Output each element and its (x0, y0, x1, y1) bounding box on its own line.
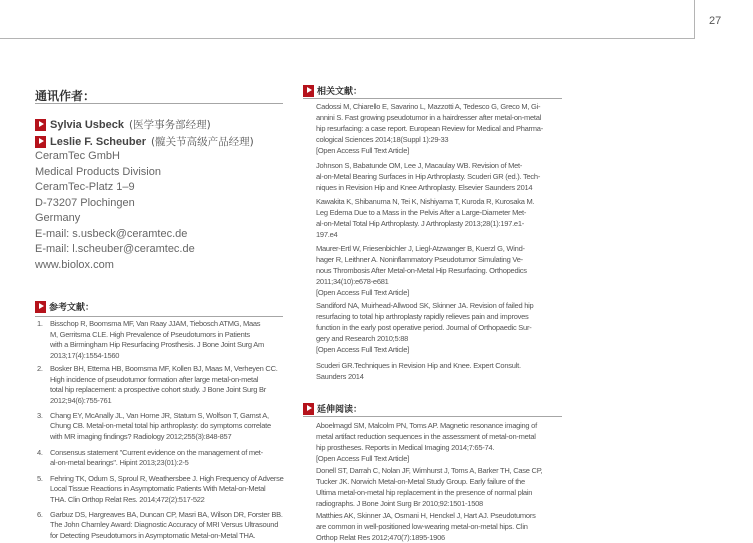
contact-role: (髋关节高级产品经理) (150, 136, 254, 148)
further-reading-heading-rule (303, 416, 562, 417)
related-line: cological Sciences 2014;18(Suppl 1):29-33 (316, 134, 449, 144)
reference-number: 3. (37, 410, 43, 420)
related-line: resurfacing to total hip arthroplasty rapidly relieves pain and improves (316, 311, 529, 321)
reference-line: M, Gerritsma CLE. High Prevalence of Pseudotumors in Patients (50, 329, 250, 339)
page-number: 27 (709, 15, 722, 27)
reference-line: total hip replacement: a prospective cohort study. J Bone Joint Surg Br (50, 385, 266, 394)
reference-item (37, 364, 278, 406)
related-line: gery and Research 2010;5:88 (316, 333, 409, 343)
website-link[interactable]: www.biolox.com (35, 258, 114, 271)
reference-line: Bisschop R, Boomsma MF, Van Raay JJAM, Tiebosch ATMG, Maas (50, 319, 261, 328)
further-reading-line: are common in well-positioned low-wearing metal-on-metal hips. Clin (316, 521, 528, 531)
contact-person (35, 134, 254, 149)
further-reading-item (316, 465, 542, 509)
reference-number: 5. (37, 473, 43, 483)
related-item (316, 360, 521, 382)
street-address: CeramTec-Platz 1–9 (35, 181, 135, 193)
arrow-bullet-icon (303, 85, 314, 97)
reference-line: The John Charnley Award: Diagnostic Accuracy of MRI Versus Ultrasound (50, 520, 279, 529)
related-line: hip resurfacing: a case report. European Review for Medical and Pharma- (316, 123, 543, 133)
further-reading-line: Matthies AK, Skinner JA, Osmani H, Henckel J, Hart AJ. Pseudotumors (316, 510, 536, 520)
reference-item (37, 448, 263, 469)
arrow-bullet-icon (35, 301, 46, 313)
related-line: Maurer-Ertl W, Friesenbichler J, Liegl-Atzwanger B, Kuerzl G, Wind- (316, 243, 525, 253)
contact-name: Sylvia Usbeck (50, 118, 124, 131)
open-access-link[interactable]: [Open Access Full Text Article] (316, 344, 409, 354)
contact-person (35, 117, 211, 132)
open-access-link[interactable]: [Open Access Full Text Article] (316, 287, 409, 297)
related-item (316, 101, 543, 156)
related-line: Sandiford NA, Muirhead-Allwood SK, Skinner JA. Revision of failed hip (316, 300, 534, 310)
open-access-link[interactable]: [Open Access Full Text Article] (316, 453, 409, 463)
related-line: annini S. Fast growing pseudotumor in a hairdresser after metal-on-metal (316, 112, 542, 122)
reference-item (37, 474, 284, 506)
further-reading-line: Tucker JK. Norwich Metal-on-Metal Study Group. Early failure of the (316, 476, 525, 486)
company-name: CeramTec GmbH (35, 150, 120, 162)
related-line: nous Thrombosis After Metal-on-Metal Hip Resurfacing. Orthopedics (316, 265, 527, 275)
reference-line: Consensus statement "Current evidence on the management of met- (50, 447, 263, 457)
reference-item (37, 319, 264, 361)
further-reading-line: radiographs. J Bone Joint Surg Br 2010;92:1501-1508 (316, 498, 483, 508)
related-heading-text: 相关文献： (317, 87, 363, 97)
header-rule (0, 38, 695, 39)
related-line: function in the early post operative period. Journal of Orthopaedic Sur- (316, 322, 532, 332)
header-divider (694, 0, 695, 39)
related-item (316, 160, 540, 193)
further-reading-heading-text: 延伸阅读： (317, 405, 363, 415)
contact-heading: 通讯作者： (35, 89, 96, 103)
references-heading (35, 300, 94, 313)
reference-line: for Detecting Pseudotumors in Asymptomatic Metal-on-Metal THA. (50, 530, 256, 540)
related-line: al-on-Metal Bearing Surfaces in Hip Arthroplasty. Scuderi GR (ed.). Tech- (316, 171, 541, 181)
reference-item (37, 411, 271, 443)
further-reading-line: Aboelmagd SM, Malcolm PN, Toms AP. Magnetic resonance imaging of (316, 420, 537, 430)
reference-item (37, 510, 283, 542)
further-reading-line: Orthop Relat Res 2012;470(7):1895-1906 (316, 532, 445, 542)
reference-line: with MR imaging findings? Radiology 2012;255(3):848-857 (50, 431, 232, 441)
further-reading-line: hip prostheses. Reports in Medical Imaging 2014;7:65-74. (316, 442, 495, 452)
reference-number: 6. (37, 509, 43, 519)
division-name: Medical Products Division (35, 165, 161, 178)
country: Germany (35, 212, 81, 224)
reference-number: 2. (37, 364, 43, 373)
reference-line: THA. Clin Orthop Relat Res. 2014;472(2):517-522 (50, 494, 205, 504)
references-heading-text: 参考文献： (49, 303, 95, 313)
reference-line: al-on-metal bearings". Hipint 2013;23(01):2-5 (50, 458, 189, 467)
further-reading-item (316, 420, 537, 464)
related-line: Scuderi GR.Techniques in Revision Hip and Knee. Expert Consult. (316, 360, 521, 370)
related-item (316, 243, 527, 298)
reference-line: Local Tissue Reactions in Asymptomatic Patients With Metal-on-Metal (50, 484, 266, 493)
related-line: Kawakita K, Shibanuma N, Tei K, Nishiyama T, Kuroda R, Kurosaka M. (316, 196, 535, 206)
reference-line: with a Birmingham Hip Resurfacing Prosthesis. J Bone Joint Surg Am (50, 340, 265, 349)
reference-line: Chung CB. Metal-on-metal total hip arthroplasty: do symptoms correlate (50, 421, 271, 430)
reference-number: 1. (37, 319, 43, 328)
related-heading-rule (303, 98, 562, 99)
related-item (316, 196, 534, 240)
related-line: Johnson S, Babatunde OM, Lee J, Macaulay WB. Revision of Met- (316, 160, 523, 170)
contact-name: Leslie F. Scheuber (50, 135, 146, 148)
further-reading-item (316, 510, 536, 543)
open-access-link[interactable]: [Open Access Full Text Article] (316, 145, 409, 155)
further-reading-line: Donell ST, Darrah C, Nolan JF, Wimhurst J, Toms A, Barker TH, Case CP, (316, 465, 543, 475)
contact-heading-rule (35, 103, 283, 104)
related-line: 197.e4 (316, 229, 338, 239)
reference-line: 2012;94(6):755-761 (50, 395, 112, 405)
related-line: Leg Edema Due to a Mass in the Pelvis After a Large-Diameter Met- (316, 207, 527, 217)
reference-line: High incidence of pseudotumor formation after large metal-on-metal (50, 374, 259, 384)
reference-number: 4. (37, 447, 43, 457)
related-heading (303, 84, 362, 97)
reference-line: Chang EY, McAnally JL, Van Horne JR, Statum S, Wolfson T, Gamst A, (50, 410, 269, 420)
email-link[interactable]: E-mail: l.scheuber@ceramtec.de (35, 243, 195, 255)
related-line: niques in Revision Hip and Knee Arthroplasty. Elsevier Saunders 2014 (316, 182, 533, 192)
arrow-bullet-icon (35, 119, 46, 131)
arrow-bullet-icon (35, 136, 46, 148)
reference-line: Garbuz DS, Hargreaves BA, Duncan CP, Masri BA, Wilson DR, Forster BB. (50, 509, 283, 519)
further-reading-heading (303, 402, 362, 415)
related-line: al-on-Metal Total Hip Arthroplasty. J Arthroplasty 2013;28(1):197.e1- (316, 218, 525, 228)
contact-role: (医学事务部经理) (129, 119, 211, 131)
related-line: 2011;34(10):e678-e681 (316, 276, 389, 286)
reference-line: Bosker BH, Ettema HB, Boomsma MF, Kollen BJ, Maas M, Verheyen CC. (50, 364, 278, 373)
contact-address (35, 149, 195, 273)
related-line: Cadossi M, Chiarello E, Savarino L, Mazzotti A, Tedesco G, Greco M, Gi- (316, 101, 541, 111)
references-heading-rule (35, 316, 283, 317)
postal-city: D-73207 Plochingen (35, 196, 135, 209)
related-line: hager R, Leithner A. Noninflammatory Pseudotumor Simulating Ve- (316, 254, 523, 264)
email-link[interactable]: E-mail: s.usbeck@ceramtec.de (35, 227, 188, 240)
further-reading-line: Ultima metal-on-metal hip replacement in the presence of normal plain (316, 487, 533, 497)
reference-line: Fehring TK, Odum S, Sproul R, Weathersbee J. High Frequency of Adverse (50, 473, 284, 483)
related-item (316, 300, 533, 355)
related-line: Saunders 2014 (316, 371, 364, 381)
reference-line: 2013;17(4):1554-1560 (50, 350, 120, 360)
arrow-bullet-icon (303, 403, 314, 415)
further-reading-line: metal artifact reduction sequences in the assessment of metal-on-metal (316, 431, 536, 441)
